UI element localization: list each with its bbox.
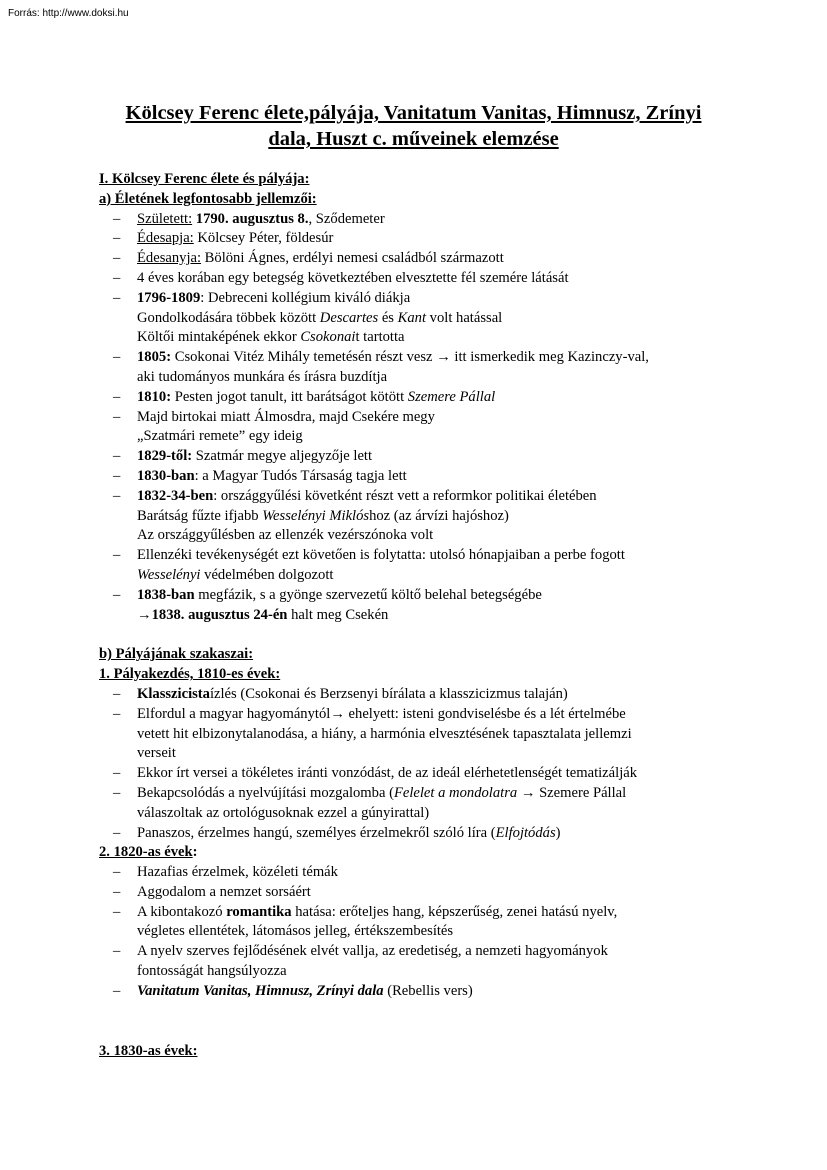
life-list: [99, 210, 759, 626]
list-item-1805: – 1805: Csokonai Vitéz Mihály temetésén részt vesz → itt ismerkedik meg Kazinczy-val, aki tudományos munkára és írásra buzdítja: [99, 348, 759, 388]
list-item-college: – 1796-1809: Debreceni kollégium kiváló diákja Gondolkodására többek között Descartes és Kant volt hatással Költői mintaképének ekkor Csokonait tartotta: [99, 289, 759, 348]
list-item-lyric: – Panaszos, érzelmes hangú, személyes érzelmekről szóló líra (Elfojtódás): [99, 824, 759, 844]
subheading-characteristics: a) Életének legfontosabb jellemzői:: [99, 190, 317, 207]
list-item-worry: – Aggodalom a nemzet sorsáért: [99, 883, 759, 903]
arrow-right-icon: →: [436, 349, 451, 366]
source-url: Forrás: http://www.doksi.hu: [8, 8, 129, 19]
period-1-list: [99, 685, 759, 843]
period-heading-2: 2. 1820-as évek:: [99, 844, 198, 861]
section-heading-career: b) Pályájának szakaszai:: [99, 646, 254, 663]
list-item-father: – Édesapja: Kölcsey Péter, földesúr: [99, 229, 759, 249]
list-item-almosd: – Majd birtokai miatt Álmosdra, majd Csekére megy „Szatmári remete” egy ideig: [99, 408, 759, 448]
list-item-works: – Vanitatum Vanitas, Himnusz, Zrínyi dala (Rebellis vers): [99, 982, 759, 1002]
list-item-1830: – 1830-ban: a Magyar Tudós Társaság tagja lett: [99, 467, 759, 487]
page-title: [60, 100, 767, 152]
period-2-list: [99, 863, 759, 1002]
list-item-ideal: – Ekkor írt versei a tökéletes iránti vonzódást, de az ideál elérhetetlenségét tematizálják: [99, 764, 759, 784]
list-item-language-reform: – Bekapcsolódás a nyelvújítási mozgalomba (Felelet a mondolatra → Szemere Pállal válaszoltak az ortológusoknak ezzel a gúnyirattal): [99, 784, 759, 824]
list-item-eye: – 4 éves korában egy betegség következtében elvesztette fél szemére látását: [99, 269, 759, 289]
period-heading-3: 3. 1830-as évek:: [99, 1042, 198, 1059]
list-item-born: – Született: 1790. augusztus 8., Sződemeter: [99, 210, 759, 230]
list-item-mother: – Édesanyja: Bölöni Ágnes, erdélyi nemesi családból származott: [99, 249, 759, 269]
title-line-2: dala, Huszt c. műveinek elemzése: [268, 128, 559, 150]
list-item-turn: – Elfordul a magyar hagyománytól→ ehelyett: isteni gondviselésbe és a lét értelmébe vetett hit elbizonytalanodása, a hiány, a harmónia elvesztésének tapasztalata jellemzi verseit: [99, 705, 759, 764]
list-item-romanticism: – A kibontakozó romantika hatása: erőteljes hang, képszerűség, zenei hatású nyelv, végletes ellentétek, látomásos jelleg, értékszembesítés: [99, 903, 759, 943]
list-item-opposition: – Ellenzéki tevékenységét ezt követően is folytatta: utolsó hónapjaiban a perbe fogott Wesselényi védelmében dolgozott: [99, 546, 759, 586]
list-item-1832: – 1832-34-ben: országgyűlési követként részt vett a reformkor politikai életében Barátság fűzte ifjabb Wesselényi Miklóshoz (az árvízi hajóshoz) Az országgyűlésben az ellenzék vezérszónoka volt: [99, 487, 759, 546]
list-item-1810: – 1810: Pesten jogot tanult, itt barátságot kötött Szemere Pállal: [99, 388, 759, 408]
arrow-right-icon: →: [330, 705, 345, 722]
section-heading-life: I. Kölcsey Ferenc élete és pályája:: [99, 171, 310, 187]
title-line-1: Kölcsey Ferenc élete,pályája, Vanitatum Vanitas, Himnusz, Zrínyi: [125, 102, 702, 124]
list-item-language-development: – A nyelv szerves fejlődésének elvét vallja, az eredetiség, a nemzeti hagyományok fontosságát hangsúlyozza: [99, 942, 759, 982]
list-item-patriotic: – Hazafias érzelmek, közéleti témák: [99, 863, 759, 883]
list-item-1838: – 1838-ban megfázik, s a gyönge szervezetű költő belehal betegségébe →1838. augusztus 24-én halt meg Csekén: [99, 586, 759, 626]
arrow-right-icon: →: [520, 784, 536, 801]
list-item-classicist: – Klasszicistaízlés (Csokonai és Berzsenyi bírálata a klasszicizmus talaján): [99, 685, 759, 705]
arrow-right-icon: →: [137, 606, 152, 623]
document-body: [99, 170, 759, 1061]
list-item-1829: – 1829-től: Szatmár megye aljegyzője lett: [99, 447, 759, 467]
period-heading-1: 1. Pályakezdés, 1810-es évek:: [99, 666, 281, 683]
